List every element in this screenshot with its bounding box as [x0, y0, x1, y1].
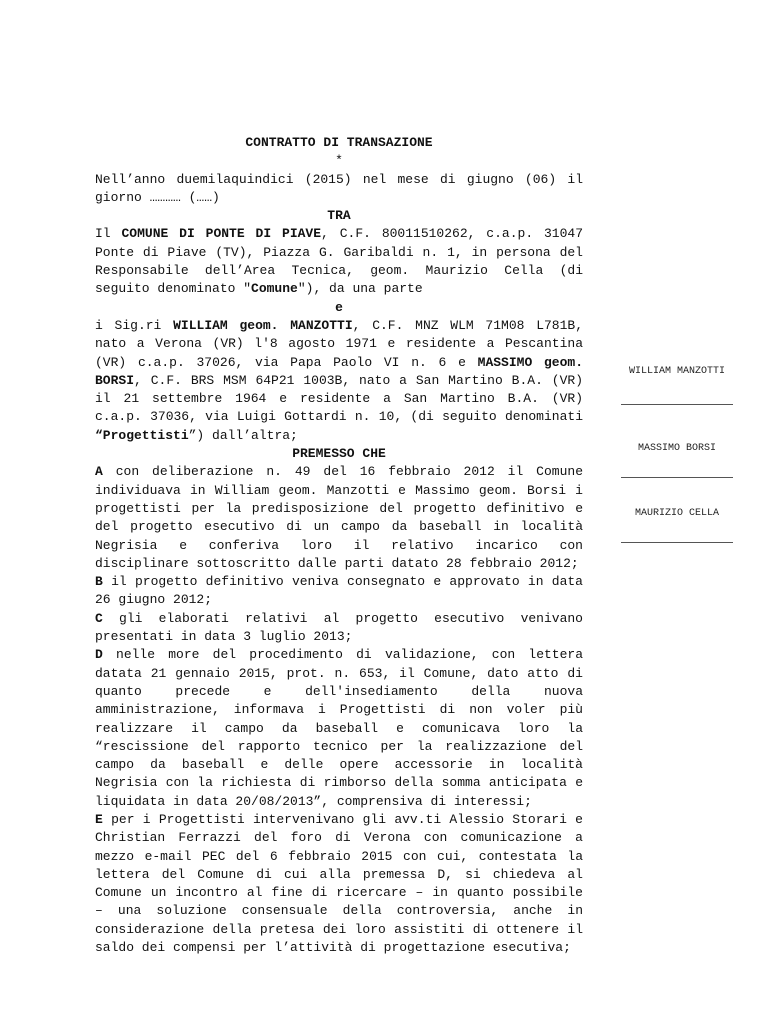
progettista-details-1: , C.F. MNZ WLM 71M08 L781B, nato a Verona (VR) l'8 agosto 1971 e residente a Pescantina (VR) c.a.p. 37026, via Papa Paolo VI n. 6 e [95, 317, 583, 370]
premesso-heading: PREMESSO CHE [292, 446, 386, 462]
premessa-paragraph [95, 463, 583, 573]
progettisti-paragraph [95, 317, 583, 445]
comune-pre: Il [95, 226, 122, 242]
document-title: CONTRATTO DI TRANSAZIONE [245, 135, 433, 150]
premessa-letter: B [95, 574, 103, 590]
comune-paragraph [95, 225, 583, 298]
premessa-paragraph [95, 811, 583, 957]
signature-block [621, 360, 733, 437]
signature-block [621, 502, 733, 579]
signatory-name: MAURIZIO CELLA [634, 508, 719, 519]
tra-heading: TRA [327, 208, 351, 224]
comune-details: , C.F. 80011510262, c.a.p. 31047 Ponte di Piave (TV), Piazza G. Garibaldi n. 1, in persona del Responsabile dell’Area Tecnica, geom. Maurizio Cella (di seguito denominato " [95, 226, 584, 297]
e-heading: e [335, 299, 343, 315]
intro-paragraph: Nell’anno duemilaquindici (2015) nel mese di giugno (06) il giorno ………… (……) [95, 171, 583, 205]
progettisti-short: “Progettisti [95, 427, 189, 443]
premessa-letter: C [95, 610, 103, 626]
premessa-paragraph [95, 573, 583, 610]
comune-post: "), da una parte [297, 281, 423, 297]
premessa-paragraph [95, 646, 583, 811]
contract-body [95, 134, 583, 957]
comune-short: Comune [251, 281, 298, 297]
premessa-text: gli elaborati relativi al progetto esecutivo venivano presentati in data 3 luglio 2013; [95, 610, 583, 645]
progettista-details-2: , C.F. BRS MSM 64P21 1003B, nato a San Martino B.A. (VR) il 21 settembre 1964 e residente a San Martino B.A. (VR) c.a.p. 37036, via Luigi Gottardi n. 10, (di seguito denominati [95, 372, 583, 425]
premessa-text: nelle more del procedimento di validazione, con lettera datata 21 gennaio 2015, prot. n. 653, il Comune, dato atto di quanto precede e dell'insediamento della nuova amministrazione, informava i Progettisti di non voler più realizzare il campo da baseball e comunicava loro la “rescissione del rapporto tecnico per la realizzazione del campo da baseball e delle opere accessorie in località Negrisia con la richiesta di rimborso della somma anticipata e liquidata in data 20/08/2013”, comprensiva di interessi; [95, 647, 583, 809]
signatory-name: WILLIAM MANZOTTI [628, 366, 725, 377]
comune-name: COMUNE DI PONTE DI PIAVE [121, 226, 322, 242]
progettisti-pre: i Sig.ri [95, 317, 174, 333]
signatory-name: MASSIMO BORSI [637, 443, 716, 454]
premessa-text: il progetto definitivo veniva consegnato e approvato in data 26 giugno 2012; [95, 574, 583, 608]
premessa-letter: D [95, 647, 103, 663]
premessa-text: con deliberazione n. 49 del 16 febbraio 2012 il Comune individuava in William geom. Manzotti e Massimo geom. Borsi i progettisti per la predisposizione del progetto definitivo e del progetto esecutivo di un campo da baseball in località Negrisia e conferiva loro il relativo incarico con disciplinare sottoscritto dalle parti datato 28 febbraio 2012; [95, 464, 583, 571]
progettista-name-2: MASSIMO geom. BORSI [95, 354, 583, 388]
premessa-paragraph [95, 610, 583, 647]
signature-column [621, 360, 733, 579]
title-asterisk: * [335, 153, 343, 169]
signature-line [621, 404, 733, 405]
signature-block [621, 437, 733, 502]
progettista-name-1: WILLIAM geom. MANZOTTI [173, 317, 353, 333]
signature-line [621, 477, 733, 478]
premessa-letter: A [95, 464, 103, 480]
progettisti-post: ”) dall’altra; [188, 427, 298, 443]
premessa-letter: E [95, 811, 103, 827]
signature-line [621, 542, 733, 543]
premessa-text: per i Progettisti intervenivano gli avv.ti Alessio Storari e Christian Ferrazzi del foro di Verona con comunicazione a mezzo e-mail PEC del 6 febbraio 2015 con cui, contestata la lettera del Comune di cui alla premessa D, si chiedeva al Comune un incontro al fine di ricercare – in quanto possibile – una soluzione consensuale della controversia, anche in considerazione della pretesa dei loro assistiti di ottenere il saldo dei compensi per l’attività di progettazione esecutiva; [95, 811, 583, 956]
